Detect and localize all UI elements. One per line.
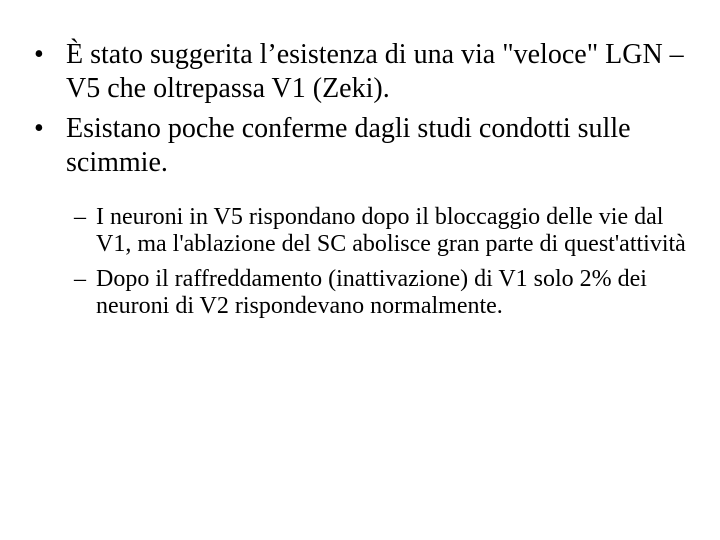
bullet-list bbox=[34, 38, 704, 186]
bullet-item bbox=[34, 38, 704, 106]
bullet-text: Esistano poche conferme dagli studi condotti sulle scimmie. bbox=[66, 113, 631, 178]
bullet-text: È stato suggerita l’esistenza di una via "veloce" LGN – V5 che oltrepassa V1 (Zeki). bbox=[66, 39, 684, 104]
sub-bullet-marker: – bbox=[74, 266, 86, 292]
sub-bullet-item bbox=[74, 266, 699, 320]
sub-bullet-marker: – bbox=[74, 204, 86, 230]
bullet-item bbox=[34, 112, 704, 180]
sub-bullet-text: Dopo il raffreddamento (inattivazione) di V1 solo 2% dei neuroni di V2 rispondevano normalmente. bbox=[96, 266, 647, 319]
sub-bullet-text: I neuroni in V5 rispondano dopo il bloccaggio delle vie dal V1, ma l'ablazione del SC abolisce gran parte di quest'attività bbox=[96, 204, 686, 257]
bullet-marker: • bbox=[34, 39, 44, 70]
sub-bullet-list bbox=[74, 204, 699, 328]
bullet-marker: • bbox=[34, 113, 44, 144]
sub-bullet-item bbox=[74, 204, 699, 258]
